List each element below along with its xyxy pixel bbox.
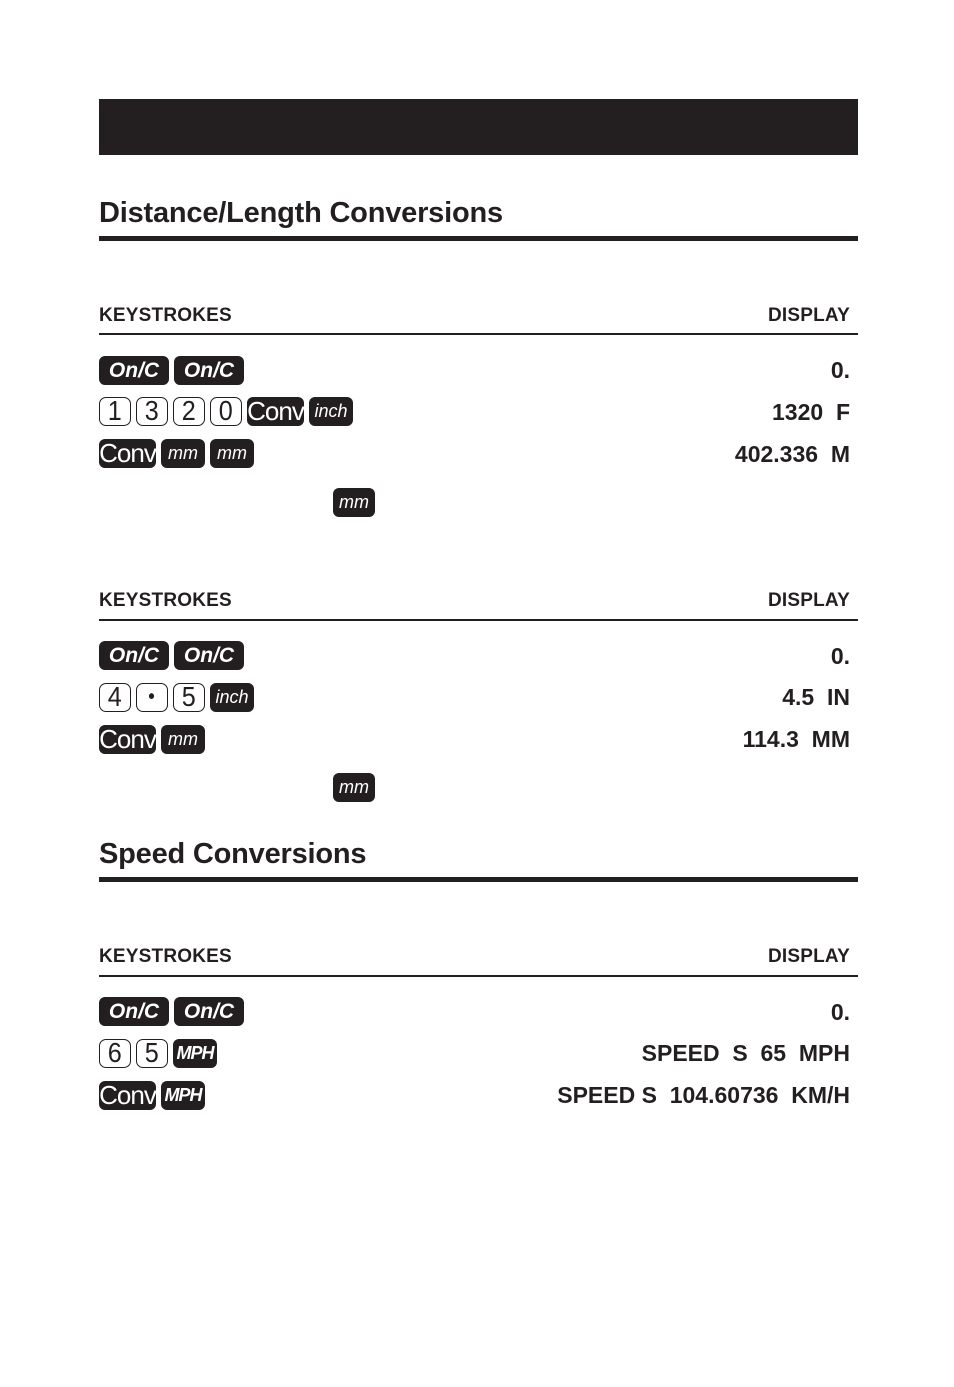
display-value: 402.336 M xyxy=(734,441,850,467)
conv-key: Conv xyxy=(99,438,156,468)
mm-key: mm xyxy=(161,725,205,754)
digit-key: 2 xyxy=(173,397,205,426)
inch-key: inch xyxy=(210,683,254,712)
keystrokes-header: KEYSTROKES xyxy=(99,305,232,326)
display-value: 1320 F xyxy=(772,399,850,425)
keystroke-row xyxy=(99,396,353,426)
keystroke-row xyxy=(333,772,375,802)
display-value: 0. xyxy=(830,357,850,383)
header-rule xyxy=(99,333,858,335)
digit-key: 4 xyxy=(99,683,131,712)
conv-key: Conv xyxy=(247,396,304,426)
digit-key: 0 xyxy=(210,397,242,426)
digit-key: 5 xyxy=(136,1039,168,1068)
keystroke-row xyxy=(99,640,244,670)
section-title-distance: Distance/Length Conversions xyxy=(99,197,503,229)
keystroke-row xyxy=(99,682,254,712)
keystroke-row xyxy=(99,1080,205,1110)
display-header: DISPLAY xyxy=(767,590,850,611)
section-rule xyxy=(99,877,858,882)
mm-key: mm xyxy=(210,439,254,468)
conv-key: Conv xyxy=(99,724,156,754)
keystroke-row xyxy=(99,438,254,468)
section-rule xyxy=(99,236,858,241)
mm-key: mm xyxy=(333,488,375,517)
display-header: DISPLAY xyxy=(767,946,850,967)
conv-key: Conv xyxy=(99,1080,156,1110)
display-value: SPEED S 104.60736 KM/H xyxy=(557,1082,850,1108)
keystroke-row xyxy=(99,996,244,1026)
on-c-key: On/C xyxy=(174,641,244,670)
mph-key: MPH xyxy=(173,1039,217,1068)
on-c-key: On/C xyxy=(99,641,169,670)
on-c-key: On/C xyxy=(99,997,169,1026)
mm-key: mm xyxy=(161,439,205,468)
display-value: 114.3 MM xyxy=(742,726,850,752)
digit-key: 3 xyxy=(136,397,168,426)
header-rule xyxy=(99,975,858,977)
mph-key: MPH xyxy=(161,1081,205,1110)
inch-key: inch xyxy=(309,397,353,426)
display-value: SPEED S 65 MPH xyxy=(641,1040,850,1066)
on-c-key: On/C xyxy=(174,997,244,1026)
display-value: 0. xyxy=(830,999,850,1025)
on-c-key: On/C xyxy=(174,356,244,385)
keystroke-row xyxy=(99,1038,217,1068)
keystroke-row xyxy=(99,724,205,754)
on-c-key: On/C xyxy=(99,356,169,385)
display-value: 0. xyxy=(830,643,850,669)
digit-key: 5 xyxy=(173,683,205,712)
keystroke-row xyxy=(333,487,375,517)
display-header: DISPLAY xyxy=(767,305,850,326)
header-bar xyxy=(99,99,858,155)
keystroke-row xyxy=(99,355,244,385)
keystrokes-header: KEYSTROKES xyxy=(99,946,232,967)
digit-key: 6 xyxy=(99,1039,131,1068)
keystrokes-header: KEYSTROKES xyxy=(99,590,232,611)
section-title-speed: Speed Conversions xyxy=(99,838,367,870)
digit-key: 1 xyxy=(99,397,131,426)
header-rule xyxy=(99,619,858,621)
display-value: 4.5 IN xyxy=(782,684,850,710)
mm-key: mm xyxy=(333,773,375,802)
decimal-key: • xyxy=(136,683,168,712)
